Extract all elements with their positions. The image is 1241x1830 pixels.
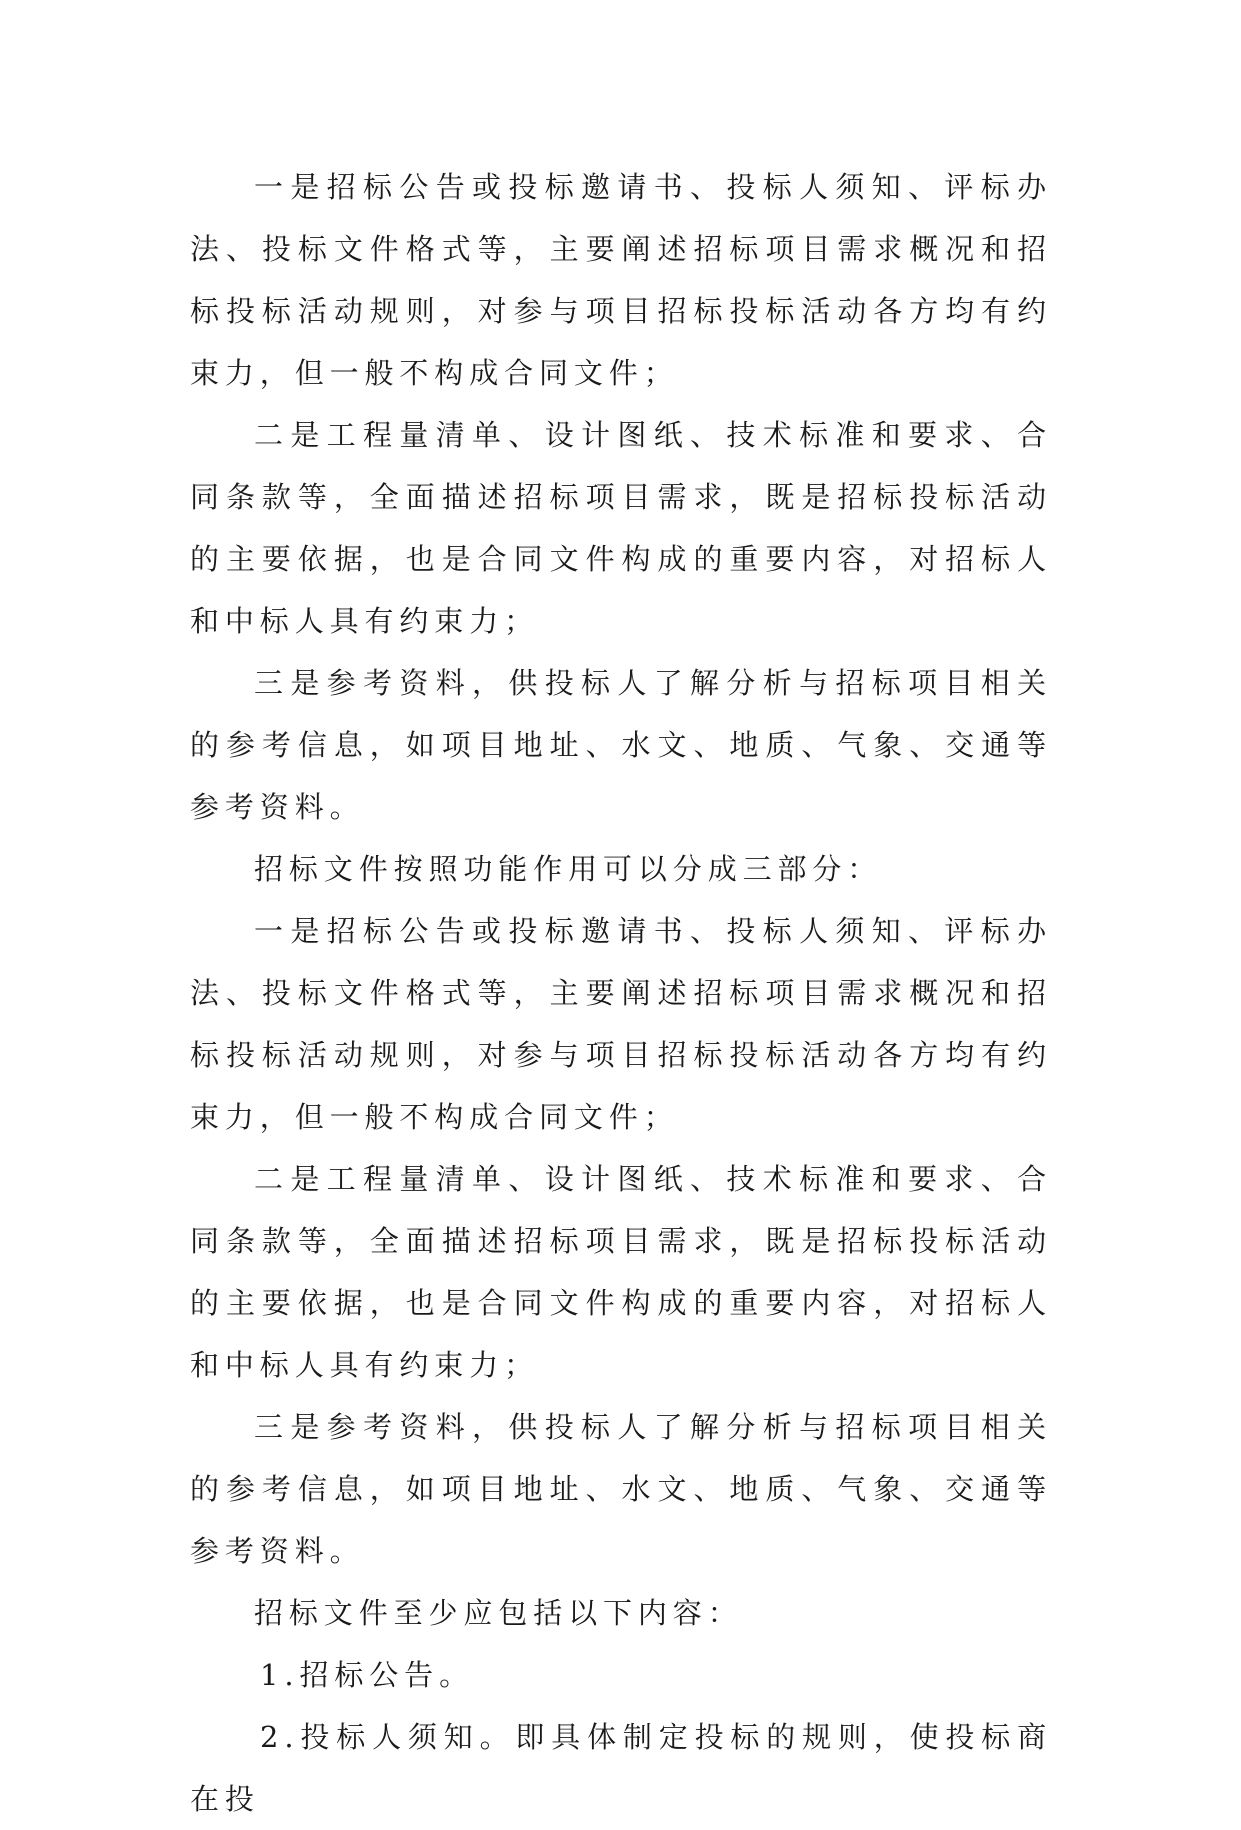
paragraph-part-three-repeat: 三是参考资料，供投标人了解分析与招标项目相关的参考信息，如项目地址、水文、地质、气象、交通等参考资料。 bbox=[190, 1410, 1052, 1568]
paragraph-part-one-repeat: 一是招标公告或投标邀请书、投标人须知、评标办法、投标文件格式等，主要阐述招标项目需求概况和招标投标活动规则，对参与项目招标投标活动各方均有约束力，但一般不构成合同文件； bbox=[190, 914, 1052, 1134]
paragraph-part-one: 一是招标公告或投标邀请书、投标人须知、评标办法、投标文件格式等，主要阐述招标项目需求概况和招标投标活动规则，对参与项目招标投标活动各方均有约束力，但一般不构成合同文件； bbox=[190, 170, 1052, 390]
list-item-tender-notice: 1.招标公告。 bbox=[260, 1658, 474, 1692]
paragraph-part-three: 三是参考资料，供投标人了解分析与招标项目相关的参考信息，如项目地址、水文、地质、气象、交通等参考资料。 bbox=[190, 666, 1052, 824]
paragraph-contents-intro: 招标文件至少应包括以下内容： bbox=[254, 1596, 743, 1630]
document-body bbox=[190, 156, 1052, 1830]
paragraph-function-intro: 招标文件按照功能作用可以分成三部分： bbox=[254, 852, 883, 886]
list-item-bidder-instructions: 2.投标人须知。即具体制定投标的规则，使投标商在投 bbox=[190, 1720, 1052, 1816]
paragraph-part-two-repeat: 二是工程量清单、设计图纸、技术标准和要求、合同条款等，全面描述招标项目需求，既是招标投标活动的主要依据，也是合同文件构成的重要内容，对招标人和中标人具有约束力； bbox=[190, 1162, 1052, 1382]
paragraph-part-two: 二是工程量清单、设计图纸、技术标准和要求、合同条款等，全面描述招标项目需求，既是招标投标活动的主要依据，也是合同文件构成的重要内容，对招标人和中标人具有约束力； bbox=[190, 418, 1052, 638]
